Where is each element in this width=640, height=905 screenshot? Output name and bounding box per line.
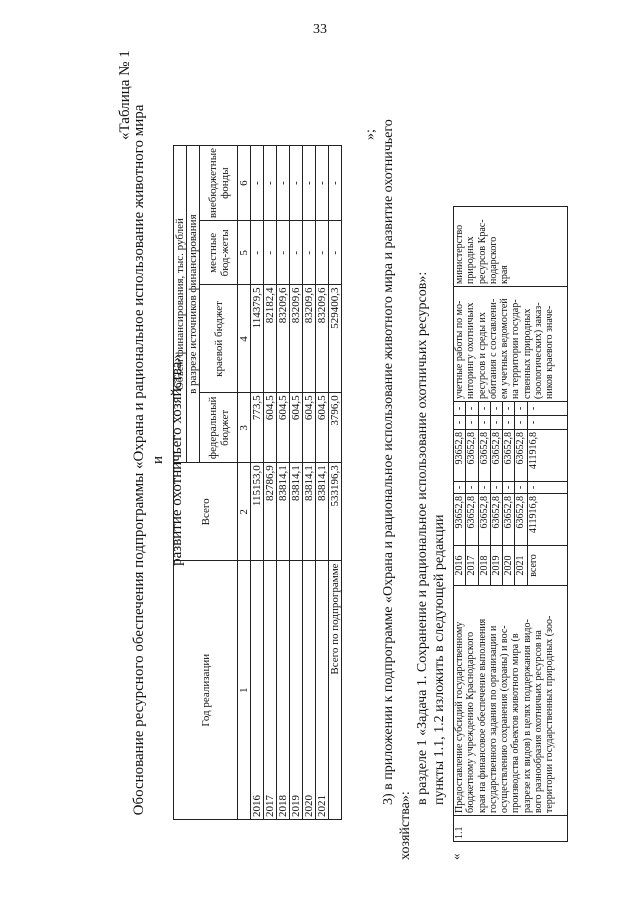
cell-local: - [503, 416, 515, 430]
header-year: Год реализации [174, 561, 238, 820]
cell-federal: 604,5 [264, 393, 277, 463]
total-sum: 533196,3 [329, 463, 342, 561]
table-row [290, 146, 303, 820]
table-closing: »; [363, 129, 378, 140]
total-extra: - [329, 146, 342, 221]
cell-year: 2021 [316, 561, 329, 820]
cell-extra: - [277, 146, 290, 221]
cell-local: - [454, 416, 466, 430]
col-number: 1 [238, 561, 251, 820]
cell-extra: - [466, 402, 478, 416]
cell-federal: - [454, 482, 466, 494]
cell-year: 2016 [454, 546, 466, 586]
cell-federal: 604,5 [277, 393, 290, 463]
table-row [303, 146, 316, 820]
item-number: 1.1 [454, 816, 568, 842]
cell-federal: - [478, 482, 490, 494]
col-number: 6 [238, 146, 251, 221]
cell-regional: 83209,6 [290, 285, 303, 393]
header-local: местные бюд-жеты [200, 221, 238, 285]
cell-regional: 63652,8 [515, 430, 527, 482]
quote-open: « [448, 853, 463, 860]
item-description: Предоставление субсидий государственному бюджетному учреждению Краснодарского края на финансовое обеспечение выполнения государственного задания по организации и осуществлению сохранения (охраны) и вос- производства объектов животного мира (в разрезе их видов) в целях поддержания видо- вого разнообразия охотничьих ресурсов на территории государственных природных (зоо- [454, 586, 568, 816]
col-number: 2 [238, 463, 251, 561]
cell-extra: - [303, 146, 316, 221]
cell-regional: 63652,8 [490, 430, 502, 482]
title-line-1: Обоснование ресурсного обеспечения подпрограммы «Охрана и рациональное использование животного мира и [131, 104, 166, 816]
cell-federal: - [466, 482, 478, 494]
paragraph-amendment: 3) в приложении к подпрограмме «Охрана и рациональное использование животного мира и развитие охотничьего [381, 119, 396, 805]
header-by-source: в разрезе источников финансирования [187, 146, 200, 463]
table-total-row [329, 146, 342, 820]
funding-table [173, 145, 342, 820]
cell-regional: 114379,5 [251, 285, 264, 393]
cell-regional: 83209,6 [277, 285, 290, 393]
cell-regional: 83209,6 [316, 285, 329, 393]
total-federal: 3796,0 [329, 393, 342, 463]
header-volume: Объем финансирования, тыс. рублей [174, 146, 187, 463]
cell-local: - [290, 221, 303, 285]
total-label: Всего по подпрограмме [329, 561, 342, 820]
cell-year: 2016 [251, 561, 264, 820]
table-row [316, 146, 329, 820]
cell-extra: - [454, 402, 466, 416]
paragraph-amendment-end: хозяйства»: [398, 791, 413, 860]
cell-regional: 82182,4 [264, 285, 277, 393]
cell-year: 2020 [303, 561, 316, 820]
cell-total: 63652,8 [503, 494, 515, 546]
cell-year: всего [527, 546, 567, 586]
cell-local: - [527, 416, 567, 430]
cell-total: 83814,1 [277, 463, 290, 561]
cell-local: - [466, 416, 478, 430]
header-federal: федеральный бюджет [200, 393, 238, 463]
col-number: 4 [238, 285, 251, 393]
cell-year: 2019 [290, 561, 303, 820]
cell-year: 2021 [515, 546, 527, 586]
cell-regional: 411916,8 [527, 430, 567, 482]
cell-total: 411916,8 [527, 494, 567, 546]
cell-local: - [303, 221, 316, 285]
title-line-2: развитие охотничьего хозяйства» [169, 354, 185, 566]
cell-federal: - [527, 482, 567, 494]
cell-federal: 604,5 [290, 393, 303, 463]
cell-federal: 773,5 [251, 393, 264, 463]
paragraph-section: в разделе 1 «Задача 1. Сохранение и рациональное использование охотничьих ресурсов»: [415, 271, 430, 805]
cell-local: - [264, 221, 277, 285]
col-number: 3 [238, 393, 251, 463]
cell-regional: 63652,8 [503, 430, 515, 482]
header-total: Всего [174, 463, 238, 561]
col-number: 5 [238, 221, 251, 285]
cell-year: 2018 [478, 546, 490, 586]
measures-table [453, 206, 568, 842]
cell-local: - [478, 416, 490, 430]
header-extra: внебюджетные фонды [200, 146, 238, 221]
cell-total: 83814,1 [303, 463, 316, 561]
cell-federal: - [503, 482, 515, 494]
cell-extra: - [264, 146, 277, 221]
cell-total: 63652,8 [490, 494, 502, 546]
cell-total: 83814,1 [290, 463, 303, 561]
cell-regional: 93652,8 [454, 430, 466, 482]
cell-federal: - [490, 482, 502, 494]
cell-total: 115153,0 [251, 463, 264, 561]
header-regional: краевой бюджет [200, 285, 238, 393]
table-row [264, 146, 277, 820]
cell-regional: 63652,8 [466, 430, 478, 482]
cell-total: 63652,8 [466, 494, 478, 546]
item-executor: министерство природных ресурсов Крас- нодарского края [454, 207, 568, 287]
table-row [251, 146, 264, 820]
cell-extra: - [527, 402, 567, 416]
cell-local: - [316, 221, 329, 285]
cell-extra: - [490, 402, 502, 416]
cell-total: 82786,9 [264, 463, 277, 561]
cell-extra: - [290, 146, 303, 221]
paragraph-points: пункты 1.1, 1.2 изложить в следующей редакции [432, 514, 447, 805]
cell-local: - [251, 221, 264, 285]
cell-extra: - [478, 402, 490, 416]
cell-year: 2019 [490, 546, 502, 586]
cell-local: - [490, 416, 502, 430]
cell-federal: 604,5 [303, 393, 316, 463]
cell-local: - [515, 416, 527, 430]
cell-extra: - [503, 402, 515, 416]
item-result: учетные работы по мо- ниторингу охотничьих ресурсов и среды их обитания с составлени- ем учетных ведомостей на территории государ- ственных природных (зоологических) заказ- ников краевого значе- [454, 287, 568, 402]
cell-local: - [277, 221, 290, 285]
cell-total: 93652,8 [454, 494, 466, 546]
cell-year: 2017 [466, 546, 478, 586]
total-local: - [329, 221, 342, 285]
cell-federal: 604,5 [316, 393, 329, 463]
cell-total: 63652,8 [478, 494, 490, 546]
page-number: 33 [313, 22, 327, 37]
table-row [277, 146, 290, 820]
cell-total: 63652,8 [515, 494, 527, 546]
rotated-page [100, 30, 600, 880]
cell-year: 2020 [503, 546, 515, 586]
cell-extra: - [316, 146, 329, 221]
cell-federal: - [515, 482, 527, 494]
cell-total: 83814,1 [316, 463, 329, 561]
cell-regional: 63652,8 [478, 430, 490, 482]
cell-extra: - [251, 146, 264, 221]
cell-extra: - [515, 402, 527, 416]
cell-regional: 83209,6 [303, 285, 316, 393]
cell-year: 2017 [264, 561, 277, 820]
cell-year: 2018 [277, 561, 290, 820]
table-label: «Таблица № 1 [117, 50, 133, 140]
total-regional: 529400,3 [329, 285, 342, 393]
